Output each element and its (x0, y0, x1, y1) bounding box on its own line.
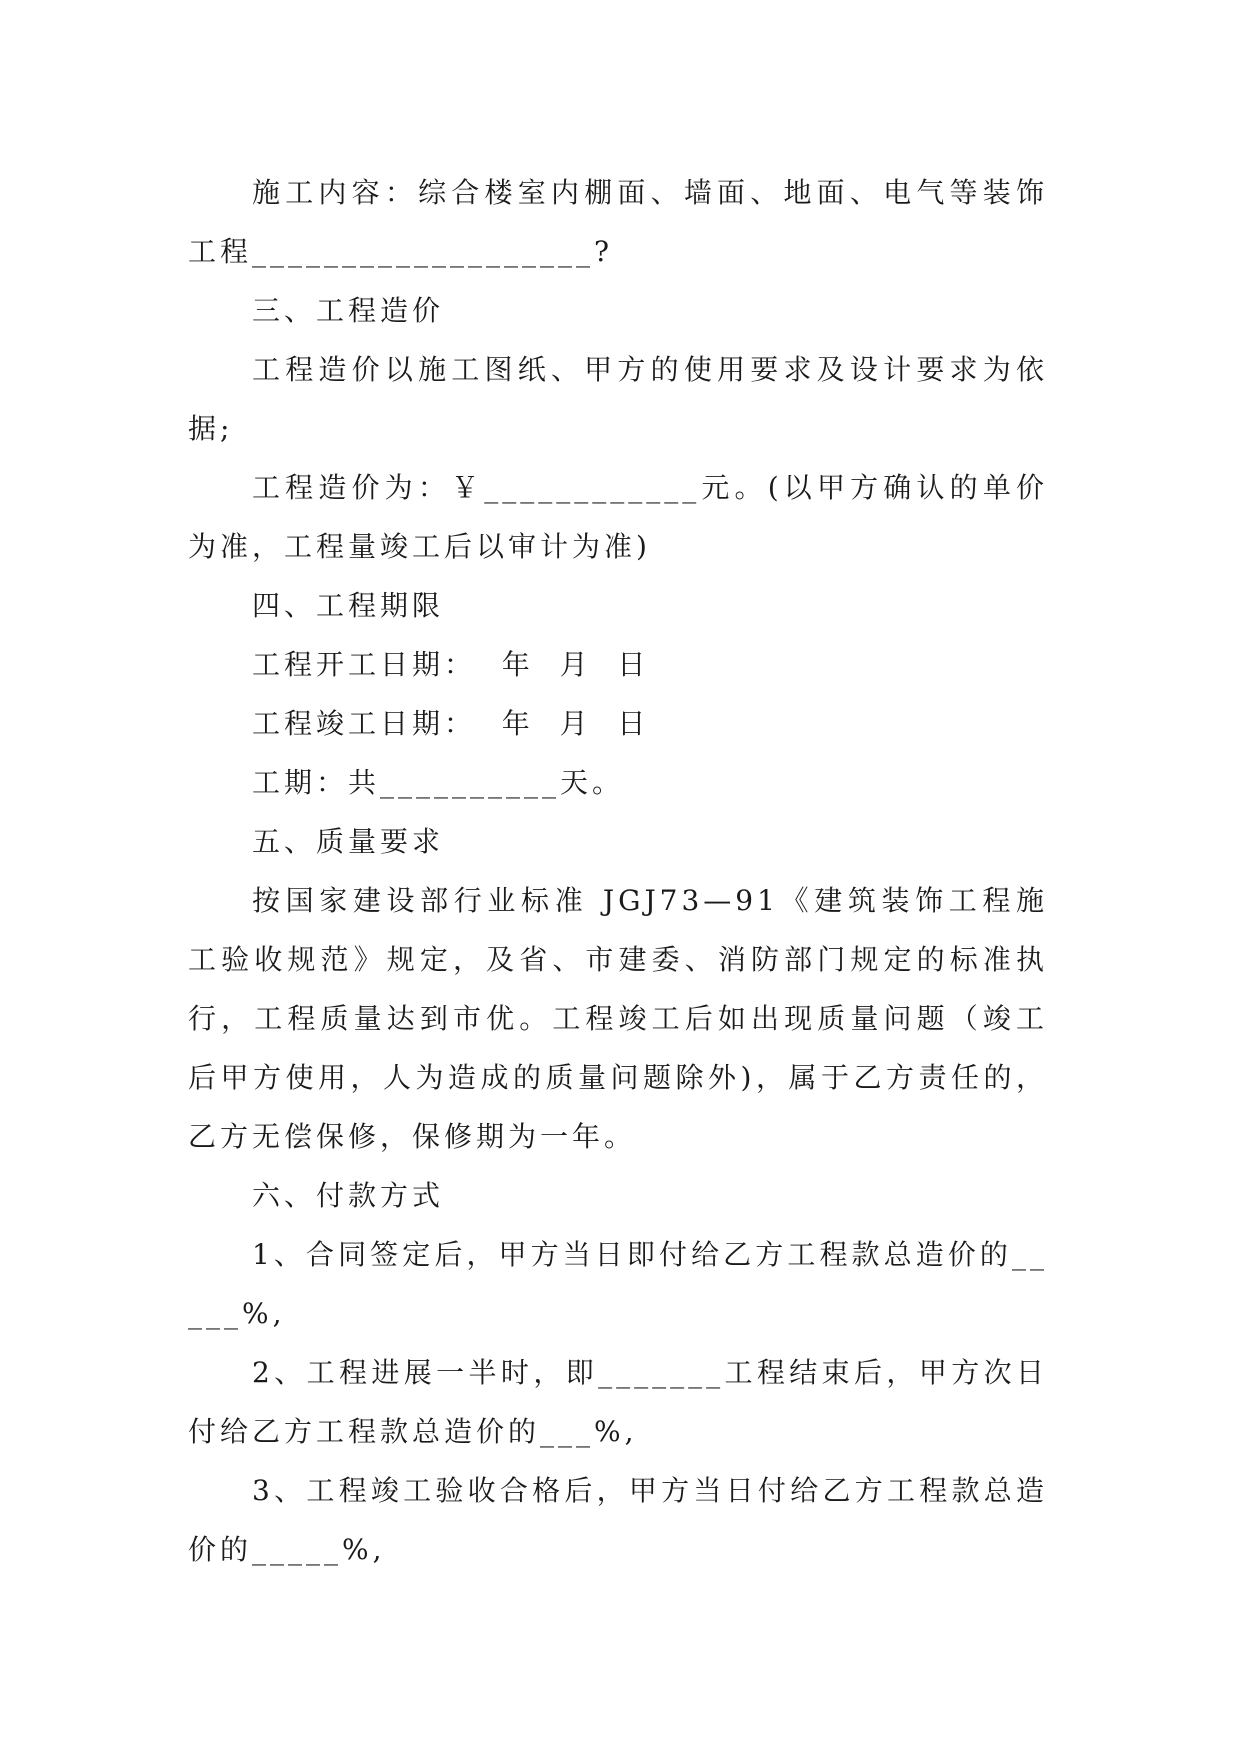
heading-project-cost: 三、工程造价 (252, 294, 445, 327)
paragraph-completion-date: 工程竣工日期： 年 月 日 (252, 707, 650, 740)
paragraph-duration: 工期：共__________天。 (252, 766, 625, 799)
heading-quality-requirements: 五、质量要求 (252, 825, 445, 858)
paragraph-quality-standard: 按国家建设部行业标准 JGJ73—91《建筑装饰工程施工验收规范》规定，及省、市建委、消防部门规定的标准执行，工程质量达到市优。工程竣工后如出现质量问题（竣工后甲方使用，人为造成的质量问题除外)，属于乙方责任的，乙方无偿保修，保修期为一年。 (188, 884, 1048, 1153)
paragraph-cost-basis: 工程造价以施工图纸、甲方的使用要求及设计要求为依据; (188, 353, 1048, 445)
paragraph-start-date: 工程开工日期： 年 月 日 (252, 648, 650, 681)
paragraph-payment-3: 3、工程竣工验收合格后，甲方当日付给乙方工程款总造价的_____%, (188, 1474, 1048, 1566)
paragraph-payment-1: 1、合同签定后，甲方当日即付给乙方工程款总造价的_____%, (188, 1238, 1048, 1330)
paragraph-cost-amount: 工程造价为：￥____________元。(以甲方确认的单价为准，工程量竣工后以审计为准) (188, 471, 1048, 563)
paragraph-payment-2: 2、工程进展一半时，即_______工程结束后，甲方次日付给乙方工程款总造价的___%, (188, 1356, 1048, 1448)
paragraph-construction-content: 施工内容：综合楼室内棚面、墙面、地面、电气等装饰工程___________________? (188, 176, 1048, 268)
heading-project-period: 四、工程期限 (252, 589, 445, 622)
document-body (188, 163, 1048, 1579)
heading-payment-method: 六、付款方式 (252, 1179, 445, 1212)
